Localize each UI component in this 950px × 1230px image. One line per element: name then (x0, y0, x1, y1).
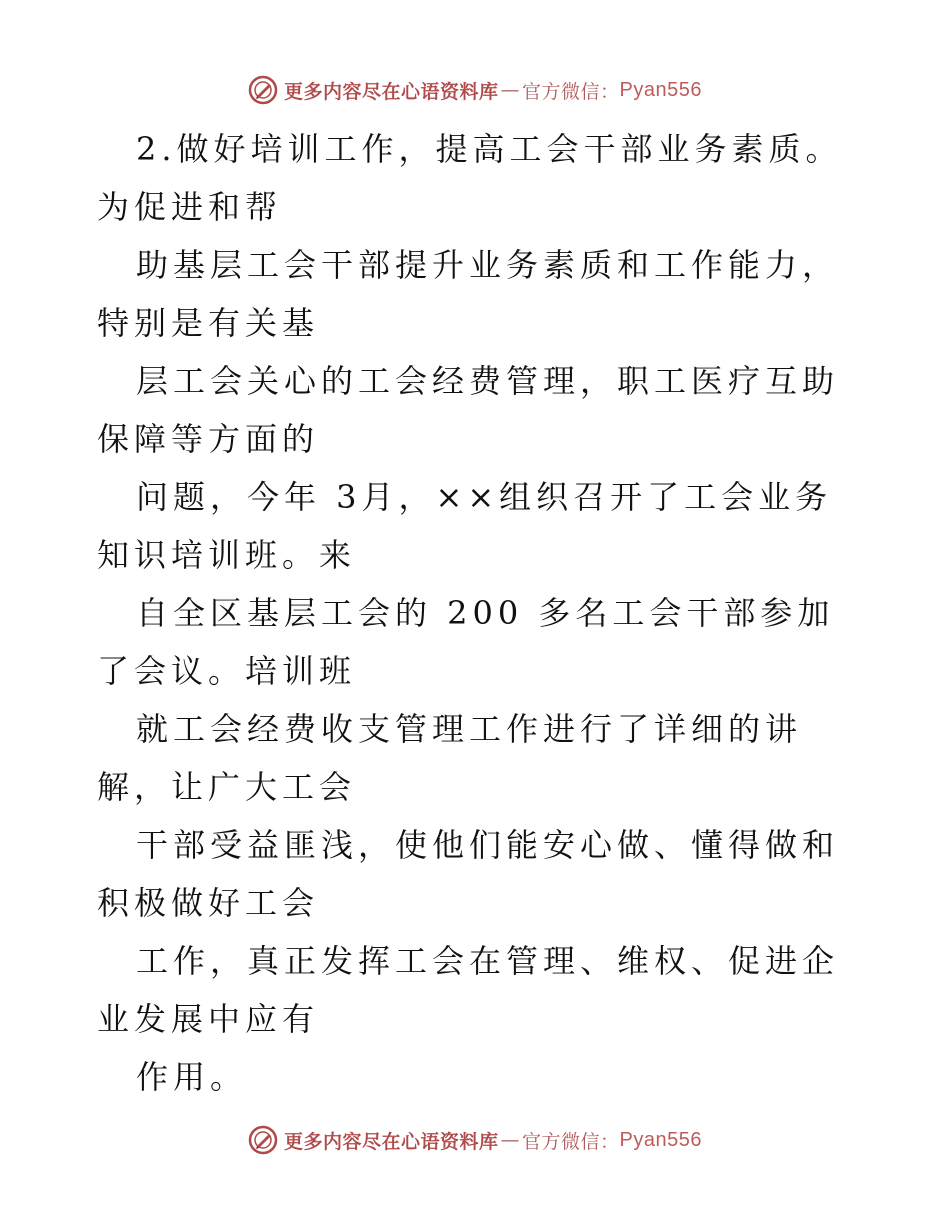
pen-logo-icon (248, 1125, 278, 1155)
paragraph-1: 2.做好培训工作，提高工会干部业务素质。为促进和帮 (97, 130, 843, 226)
footer-wechat-id: Pyan556 (619, 1128, 702, 1151)
paragraph-3: 层工会关心的工会经费管理，职工医疗互助保障等方面的 (97, 362, 840, 458)
paragraph-5: 自全区基层工会的 200 多名工会干部参加了会议。培训班 (97, 594, 835, 690)
paragraph-6: 就工会经费收支管理工作进行了详细的讲解，让广大工会 (97, 710, 803, 806)
header-watermark (0, 70, 950, 110)
header-wechat-label: 官方微信： (522, 80, 620, 103)
paragraph-7: 干部受益匪浅，使他们能安心做、懂得做和积极做好工会 (97, 826, 840, 922)
paragraph-4: 问题，今年 3月，××组织召开了工会业务知识培训班。来 (97, 478, 833, 574)
header-brand-text: 更多内容尽在心语资料库 (284, 80, 499, 103)
pen-logo-icon (248, 75, 278, 105)
body-text (97, 120, 857, 1106)
header-dash: — (500, 79, 521, 101)
paragraph-2: 助基层工会干部提升业务素质和工作能力，特别是有关基 (97, 246, 840, 342)
paragraph-8: 工作，真正发挥工会在管理、维权、促进企业发展中应有 (97, 942, 840, 1038)
footer-dash: — (500, 1129, 521, 1151)
footer-watermark (0, 1120, 950, 1160)
footer-brand-text: 更多内容尽在心语资料库 (284, 1130, 499, 1153)
paragraph-9: 作用。 (136, 1058, 248, 1096)
header-wechat-id: Pyan556 (619, 78, 702, 101)
footer-wechat-label: 官方微信： (522, 1130, 620, 1153)
